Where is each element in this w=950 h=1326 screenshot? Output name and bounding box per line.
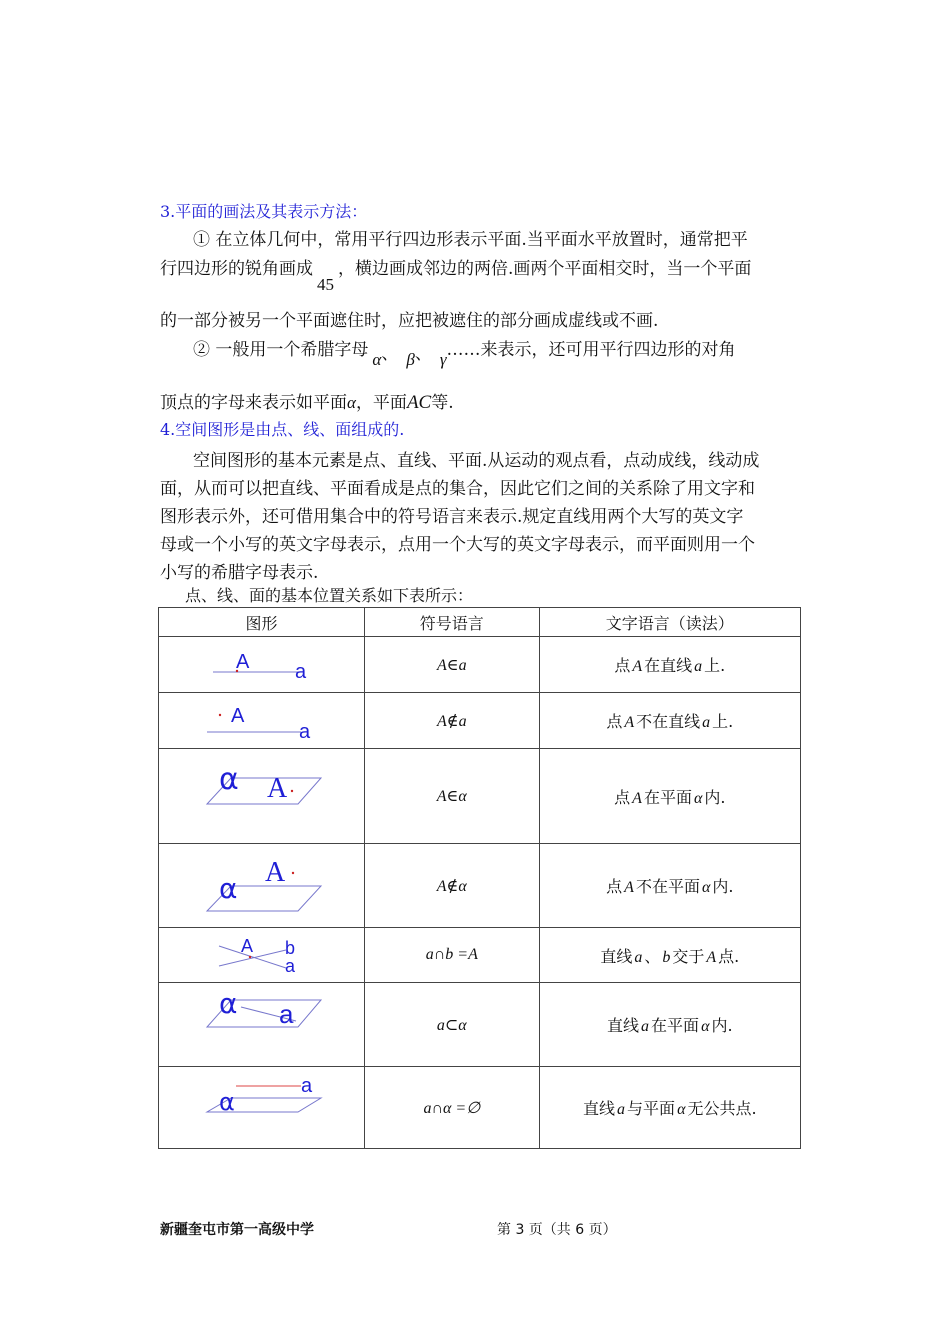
text-cell: 直线 a 与平面 α 无公共点. bbox=[539, 1067, 800, 1149]
footer-school: 新疆奎屯市第一高级中学 bbox=[160, 1222, 314, 1238]
label-plane: α bbox=[219, 762, 240, 797]
figure-line-parallel-plane bbox=[159, 1067, 365, 1149]
header-text: 文字语言（读法） bbox=[539, 608, 800, 637]
label-line: a bbox=[299, 720, 311, 743]
section-4-line1: 空间图形的基本元素是点、直线、平面.从运动的观点看，点动成线，线动成 bbox=[193, 451, 760, 471]
text-cell: 点 A 在直线 a 上. bbox=[539, 637, 800, 693]
relations-table bbox=[158, 607, 801, 1149]
header-symbol: 符号语言 bbox=[364, 608, 539, 637]
label-point: A bbox=[265, 856, 286, 888]
label-line: a bbox=[279, 998, 294, 1029]
section-4-line4: 母或一个小写的英文字母表示，点用一个大写的英文字母表示，而平面则用一个 bbox=[160, 535, 755, 555]
label-line-b: b bbox=[285, 938, 296, 958]
section-3-para1-line1: ① 在立体几何中，常用平行四边形表示平面.当平面水平放置时，通常把平 bbox=[193, 230, 748, 250]
section-4-line2: 面，从而可以把直线、平面看成是点的集合，因此它们之间的关系除了用文字和 bbox=[160, 479, 755, 499]
label-point: A bbox=[241, 936, 254, 956]
section-3-heading: 3.平面的画法及其表示方法： bbox=[160, 202, 368, 221]
symbol-cell: A∈a bbox=[364, 637, 539, 693]
table-row bbox=[159, 844, 801, 928]
table-row bbox=[159, 637, 801, 693]
greek-alpha: α bbox=[372, 350, 382, 369]
text-cell: 直线 a 、 b 交于 A 点. bbox=[539, 928, 800, 983]
text-cell: 点 A 不在直线 a 上. bbox=[539, 693, 800, 749]
greek-gamma: γ bbox=[439, 350, 447, 369]
figure-lines-intersect bbox=[159, 928, 365, 983]
label-plane: α bbox=[219, 986, 238, 1020]
footer-page: 第 3 页（共 6 页） bbox=[497, 1222, 617, 1238]
angle-45: 45 bbox=[317, 275, 334, 294]
table-row bbox=[159, 1067, 801, 1149]
header-figure: 图形 bbox=[159, 608, 365, 637]
symbol-cell: a∩b =A bbox=[364, 928, 539, 983]
table-intro: 点、线、面的基本位置关系如下表所示： bbox=[185, 586, 474, 605]
figure-point-off-line bbox=[159, 693, 365, 749]
label-line: a bbox=[301, 1074, 313, 1097]
greek-beta: β bbox=[406, 350, 415, 369]
table-row bbox=[159, 928, 801, 983]
label-line: a bbox=[295, 660, 307, 683]
label-point: A bbox=[236, 650, 250, 673]
table-row bbox=[159, 983, 801, 1067]
section-4-line3: 图形表示外，还可借用集合中的符号语言来表示.规定直线用两个大写的英文字 bbox=[160, 507, 744, 527]
figure-point-in-plane bbox=[159, 749, 365, 844]
table-header-row bbox=[159, 608, 801, 637]
section-4-heading: 4.空间图形是由点、线、面组成的. bbox=[160, 420, 405, 439]
table-row bbox=[159, 749, 801, 844]
symbol-cell: A∈α bbox=[364, 749, 539, 844]
section-3-para2-line1: ② 一般用一个希腊字母 α、 β、 γ……来表示，还可用平行四边形的对角 bbox=[193, 340, 736, 369]
section-3-para1-line3: 的一部分被另一个平面遮住时，应把被遮住的部分画成虚线或不画. bbox=[160, 311, 659, 331]
figure-point-off-plane bbox=[159, 844, 365, 928]
symbol-cell: A∉α bbox=[364, 844, 539, 928]
figure-point-on-line bbox=[159, 637, 365, 693]
section-3-para2-line2: 顶点的字母来表示如平面α，平面AC等. bbox=[160, 392, 454, 413]
text-cell: 点 A 不在平面 α 内. bbox=[539, 844, 800, 928]
symbol-cell: A∉a bbox=[364, 693, 539, 749]
label-plane: α bbox=[219, 1087, 236, 1116]
section-4-line5: 小写的希腊字母表示. bbox=[160, 563, 319, 583]
text-cell: 直线 a 在平面 α 内. bbox=[539, 983, 800, 1067]
text-cell: 点 A 在平面 α 内. bbox=[539, 749, 800, 844]
label-point: A bbox=[267, 773, 288, 804]
label-point: A bbox=[231, 704, 245, 727]
symbol-cell: a∩α =∅ bbox=[364, 1067, 539, 1149]
section-3-para1-line2: 行四边形的锐角画成45，横边画成邻边的两倍.画两个平面相交时，当一个平面 bbox=[160, 259, 752, 294]
label-plane: α bbox=[219, 871, 238, 905]
label-line-a: a bbox=[285, 956, 296, 976]
figure-line-in-plane bbox=[159, 983, 365, 1067]
symbol-cell: a⊂α bbox=[364, 983, 539, 1067]
table-row bbox=[159, 693, 801, 749]
